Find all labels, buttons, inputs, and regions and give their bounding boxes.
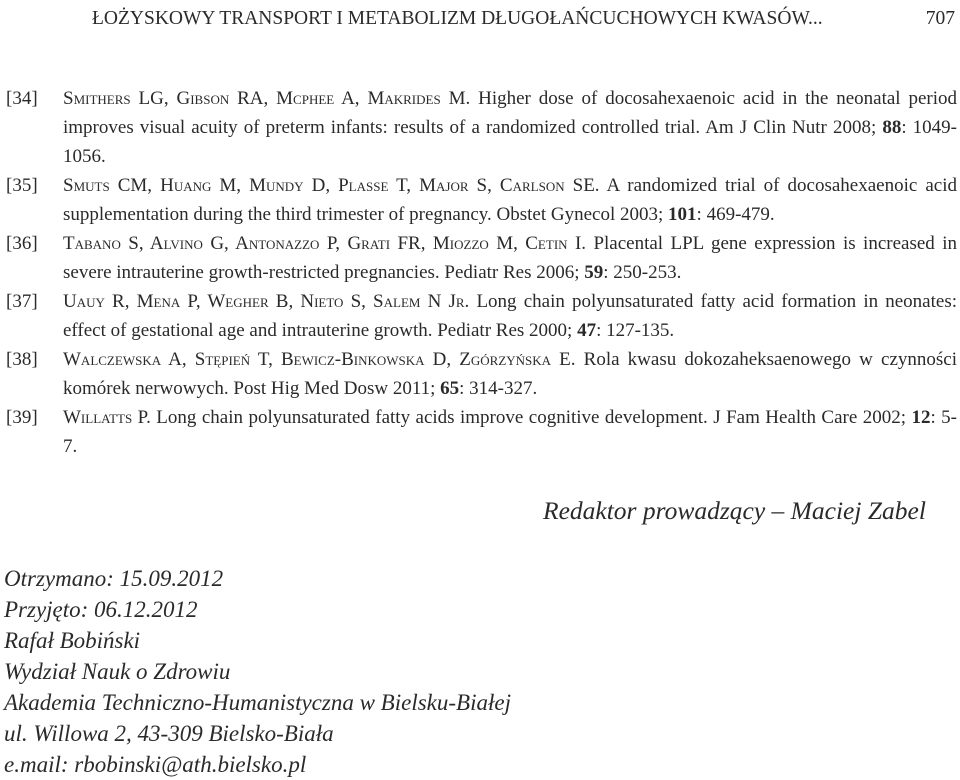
reference-authors: Walczewska A, Stępień T, Bewicz-Binkowska D, Zgórzyńska E. (63, 349, 576, 370)
author-address: ul. Willowa 2, 43-309 Bielsko-Biała (4, 721, 334, 746)
article-meta (4, 563, 511, 780)
reference-number: [35] (6, 175, 38, 196)
reference-pages: : 314-327. (459, 378, 538, 399)
reference-pages: : 1049-1056. (63, 117, 957, 167)
author-department: Wydział Nauk o Zdrowiu (4, 659, 231, 684)
reference-number: [37] (6, 291, 38, 312)
reference-volume: 88 (882, 117, 902, 138)
reference-authors: Willatts P. (63, 407, 151, 428)
reference-volume: 101 (668, 204, 697, 225)
reference-item (3, 229, 957, 287)
reference-authors: Uauy R, Mena P, Wegher B, Nieto S, Salem N Jr. (63, 291, 470, 312)
reference-pages: : 5-7. (63, 407, 957, 457)
received-date: Otrzymano: 15.09.2012 (4, 566, 224, 591)
reference-item (3, 171, 957, 229)
page-number: 707 (925, 8, 955, 29)
reference-item (3, 84, 957, 171)
reference-item (3, 287, 957, 345)
author-name: Rafał Bobiński (4, 628, 141, 653)
reference-item (3, 403, 957, 461)
reference-authors: Smithers LG, Gibson RA, Mcphee A, Makrides M. (63, 88, 471, 109)
reference-volume: 47 (577, 320, 597, 341)
reference-text: Higher dose of docosahexaenoic acid in the neonatal period improves visual acuity of preterm infants: results of a randomized controlled trial. Am J Clin Nutr 2008; (63, 88, 958, 138)
reference-text: Placental LPL gene expression is increased in severe intrauterine growth-restricted pregnancies. Pediatr Res 2006; (63, 233, 957, 283)
reference-pages: : 127-135. (596, 320, 675, 341)
reference-number: [38] (6, 349, 38, 370)
accepted-date: Przyjęto: 06.12.2012 (4, 597, 198, 622)
reference-text: A randomized trial of docosahexaenoic acid supplementation during the third trimester of pregnancy. Obstet Gynecol 2003; (63, 175, 957, 225)
reference-text: Long chain polyunsaturated fatty acids improve cognitive development. J Fam Health Care 2002; (150, 407, 912, 428)
author-email: e.mail: rbobinski@ath.bielsko.pl (4, 752, 307, 777)
reference-authors: Tabano S, Alvino G, Antonazzo P, Grati FR, Miozzo M, Cetin I. (63, 233, 587, 254)
reference-number: [39] (6, 407, 38, 428)
reference-text: Long chain polyunsaturated fatty acid formation in neonates: effect of gestational age and intrauterine growth. Pediatr Res 2000; (63, 291, 958, 341)
reference-pages: : 250-253. (603, 262, 682, 283)
reference-authors: Smuts CM, Huang M, Mundy D, Plasse T, Major S, Carlson SE. (63, 175, 600, 196)
reference-item (3, 345, 957, 403)
reference-list (3, 84, 957, 461)
reference-number: [34] (6, 88, 38, 109)
editor-note: Redaktor prowadzący – Maciej Zabel (543, 496, 926, 525)
reference-volume: 59 (584, 262, 604, 283)
reference-volume: 12 (911, 407, 931, 428)
running-header (92, 4, 957, 34)
reference-pages: : 469-479. (696, 204, 775, 225)
reference-number: [36] (6, 233, 38, 254)
author-institution: Akademia Techniczno-Humanistyczna w Bielsku-Białej (4, 690, 511, 715)
running-title: ŁOŻYSKOWY TRANSPORT I METABOLIZM DŁUGOŁAŃCUCHOWYCH KWASÓW... (92, 8, 823, 29)
reference-volume: 65 (440, 378, 460, 399)
reference-text: Rola kwasu dokozaheksaenowego w czynności komórek nerwowych. Post Hig Med Dosw 2011; (63, 349, 957, 399)
